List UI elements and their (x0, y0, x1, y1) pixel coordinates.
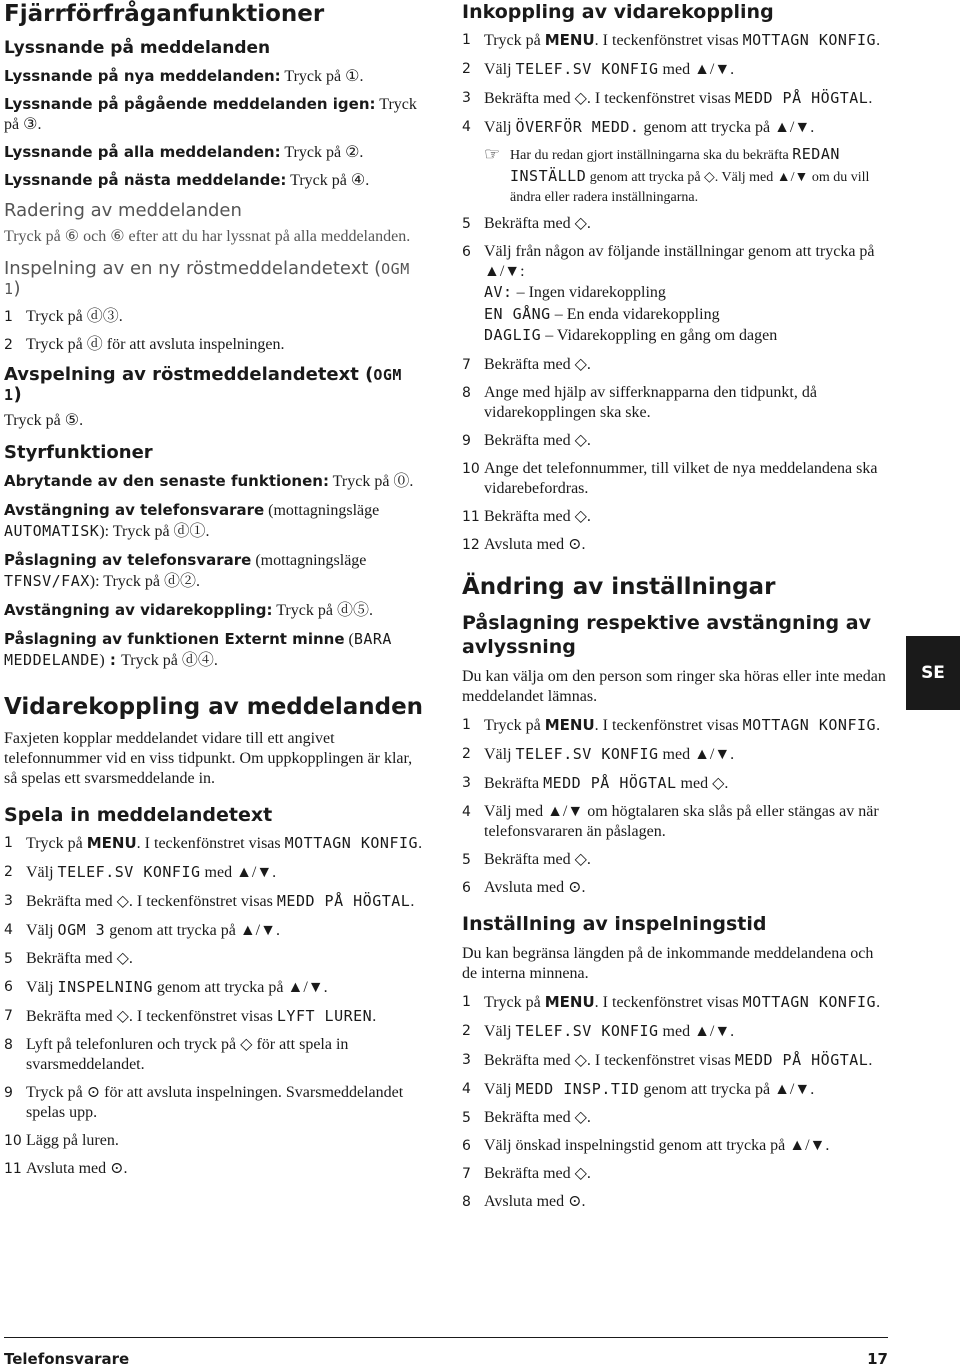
heading-play-ogm: Avspelning av röstmeddelandetext (OGM 1) (4, 364, 402, 405)
language-tab: SE (906, 636, 960, 710)
rt-step-2: 2 Välj TELEF.SV KONFIG med ▲/▼. (462, 1021, 735, 1040)
tip-hand-icon: ☞ (484, 144, 501, 164)
fwd-step-9: 9 Bekräfta med ◇. (462, 431, 591, 449)
page-number: 17 (867, 1350, 888, 1368)
heading-controls: Styrfunktioner (4, 442, 153, 463)
heading-settings: Ändring av inställningar (462, 573, 776, 600)
rec-step-10: 10 Lägg på luren. (4, 1132, 119, 1149)
control-forward-off: Avstängning av vidarekoppling: Tryck på ⓓ⑤. (4, 601, 373, 619)
mon-step-6: 6 Avsluta med ⊙. (462, 878, 586, 896)
heading-monitoring: Påslagning respektive avstängning av avlyssning (462, 611, 871, 658)
heading-listening: Lyssnande på meddelanden (4, 38, 271, 58)
fwd-step-1: 1 Tryck på MENU. I teckenfönstret visas MOTTAGN KONFIG. (462, 31, 881, 49)
rec-step-7: 7 Bekräfta med ◇. I teckenfönstret visas LYFT LUREN. (4, 1007, 377, 1025)
mon-step-2: 2 Välj TELEF.SV KONFIG med ▲/▼. (462, 744, 735, 763)
fwd-tip: ☞ Har du redan gjort inställningarna ska du bekräfta REDAN INSTÄLLD genom att trycka på ◇. Välj med ▲/▼ om du vill ändra eller radera inställningarna. (484, 144, 888, 208)
mon-step-1: 1 Tryck på MENU. I teckenfönstret visas MOTTAGN KONFIG. (462, 715, 881, 734)
record-ogm-step-1: 1 Tryck på ⓓ③. (4, 308, 123, 325)
rec-step-11: 11 Avsluta med ⊙. (4, 1160, 128, 1177)
rt-step-8: 8 Avsluta med ⊙. (462, 1192, 586, 1210)
page-title: Fjärrförfråganfunktioner (4, 1, 325, 27)
mon-step-4: 4 Välj med ▲/▼ om högtalaren ska slås på eller stängas av när telefonsvararen än påslagen. (462, 802, 879, 840)
fwd-step-11: 11 Bekräfta med ◇. (462, 507, 591, 525)
fwd-step-5: 5 Bekräfta med ◇. (462, 215, 591, 232)
fwd-option-off: AV: – Ingen vidarekoppling (484, 283, 666, 301)
heading-forwarding: Vidarekoppling av meddelanden (4, 694, 424, 720)
fwd-option-once: EN GÅNG – En enda vidarekoppling (484, 304, 720, 323)
rt-step-6: 6 Välj önskad inspelningstid genom att trycka på ▲/▼. (462, 1136, 830, 1154)
fwd-step-6: 6 Välj från någon av följande inställningar genom att trycka på ▲/▼: (462, 243, 875, 280)
listen-new: Lyssnande på nya meddelanden: Tryck på ①. (4, 67, 364, 85)
fwd-step-3: 3 Bekräfta med ◇. I teckenfönstret visas MEDD PÅ HÖGTAL. (462, 89, 873, 107)
control-on: Påslagning av telefonsvarare (mottagningsläge TFNSV/FAX): Tryck på ⓓ②. (4, 551, 367, 590)
listen-next: Lyssnande på nästa meddelande: Tryck på ④. (4, 171, 370, 189)
forwarding-text: Faxjeten kopplar meddelandet vidare till ett angivet telefonnummer vid en viss tidpunkt. Om uppkopplingen är klar, så spelas ett svarsmeddelande in. (4, 730, 413, 787)
listen-all: Lyssnande på alla meddelanden: Tryck på ②. (4, 143, 364, 161)
heading-record-message: Spela in meddelandetext (4, 804, 273, 826)
rec-step-4: 4 Välj OGM 3 genom att trycka på ▲/▼. (4, 921, 280, 939)
control-cancel: Abrytande av den senaste funktionen: Tryck på ⓪. (4, 472, 414, 490)
play-ogm-text: Tryck på ⑤. (4, 412, 84, 429)
rt-step-7: 7 Bekräfta med ◇. (462, 1164, 591, 1182)
left-column (4, 0, 428, 1179)
rt-step-5: 5 Bekräfta med ◇. (462, 1108, 591, 1126)
rec-step-6: 6 Välj INSPELNING genom att trycka på ▲/▼. (4, 978, 328, 996)
fwd-option-daily: DAGLIG – Vidarekoppling en gång om dagen (484, 326, 778, 344)
record-ogm-step-2: 2 Tryck på ⓓ för att avsluta inspelningen. (4, 336, 285, 353)
fwd-step-8: 8 Ange med hjälp av sifferknapparna den tidpunkt, då vidarekopplingen ska ske. (462, 383, 817, 421)
rec-step-2: 2 Välj TELEF.SV KONFIG med ▲/▼. (4, 863, 277, 881)
record-time-text: Du kan begränsa längden på de inkommande meddelandena och de interna minnena. (462, 944, 874, 982)
fwd-step-4: 4 Välj ÖVERFÖR MEDD. genom att trycka på ▲/▼. (462, 118, 815, 136)
heading-record-time: Inställning av inspelningstid (462, 912, 767, 935)
rt-step-3: 3 Bekräfta med ◇. I teckenfönstret visas MEDD PÅ HÖGTAL. (462, 1050, 873, 1069)
control-off: Avstängning av telefonsvarare (mottagningsläge AUTOMATISK): Tryck på ⓓ①. (4, 501, 380, 540)
heading-record-ogm: Inspelning av en ny röstmeddelandetext (OGM 1) (4, 258, 410, 299)
mon-step-3: 3 Bekräfta MEDD PÅ HÖGTAL med ◇. (462, 773, 729, 792)
control-external-memory: Påslagning av funktionen Externt minne (BARA MEDDELANDE) : Tryck på ⓓ④. (4, 630, 392, 669)
rec-step-9: 9 Tryck på ⊙ för att avsluta inspelningen. Svarsmeddelandet spelas upp. (4, 1084, 404, 1121)
delete-text: Tryck på ⑥ och ⑥ efter att du har lyssnat på alla meddelanden. (4, 228, 411, 245)
listen-current: Lyssnande på pågående meddelanden igen: Tryck på ③. (4, 95, 417, 133)
footer-divider (4, 1337, 888, 1338)
monitoring-text: Du kan välja om den person som ringer ska höras eller inte medan meddelandet lämnas. (462, 667, 886, 705)
rec-step-8: 8 Lyft på telefonluren och tryck på ◇ för att spela in svarsmeddelandet. (4, 1036, 349, 1073)
footer-title: Telefonsvarare (4, 1350, 130, 1368)
heading-enable-forwarding: Inkoppling av vidarekoppling (462, 1, 774, 23)
rec-step-5: 5 Bekräfta med ◇. (4, 950, 133, 967)
rt-step-1: 1 Tryck på MENU. I teckenfönstret visas MOTTAGN KONFIG. (462, 992, 881, 1011)
rec-step-3: 3 Bekräfta med ◇. I teckenfönstret visas MEDD PÅ HÖGTAL. (4, 892, 415, 910)
fwd-step-7: 7 Bekräfta med ◇. (462, 355, 591, 373)
fwd-step-10: 10 Ange det telefonnummer, till vilket de nya meddelandena ska vidarebefordras. (462, 459, 878, 497)
rt-step-4: 4 Välj MEDD INSP.TID genom att trycka på ▲/▼. (462, 1079, 815, 1098)
rec-step-1: 1 Tryck på MENU. I teckenfönstret visas MOTTAGN KONFIG. (4, 834, 423, 852)
right-column (462, 0, 888, 1212)
fwd-step-12: 12 Avsluta med ⊙. (462, 535, 586, 553)
fwd-step-2: 2 Välj TELEF.SV KONFIG med ▲/▼. (462, 60, 735, 78)
heading-delete: Radering av meddelanden (4, 200, 242, 221)
mon-step-5: 5 Bekräfta med ◇. (462, 850, 591, 868)
